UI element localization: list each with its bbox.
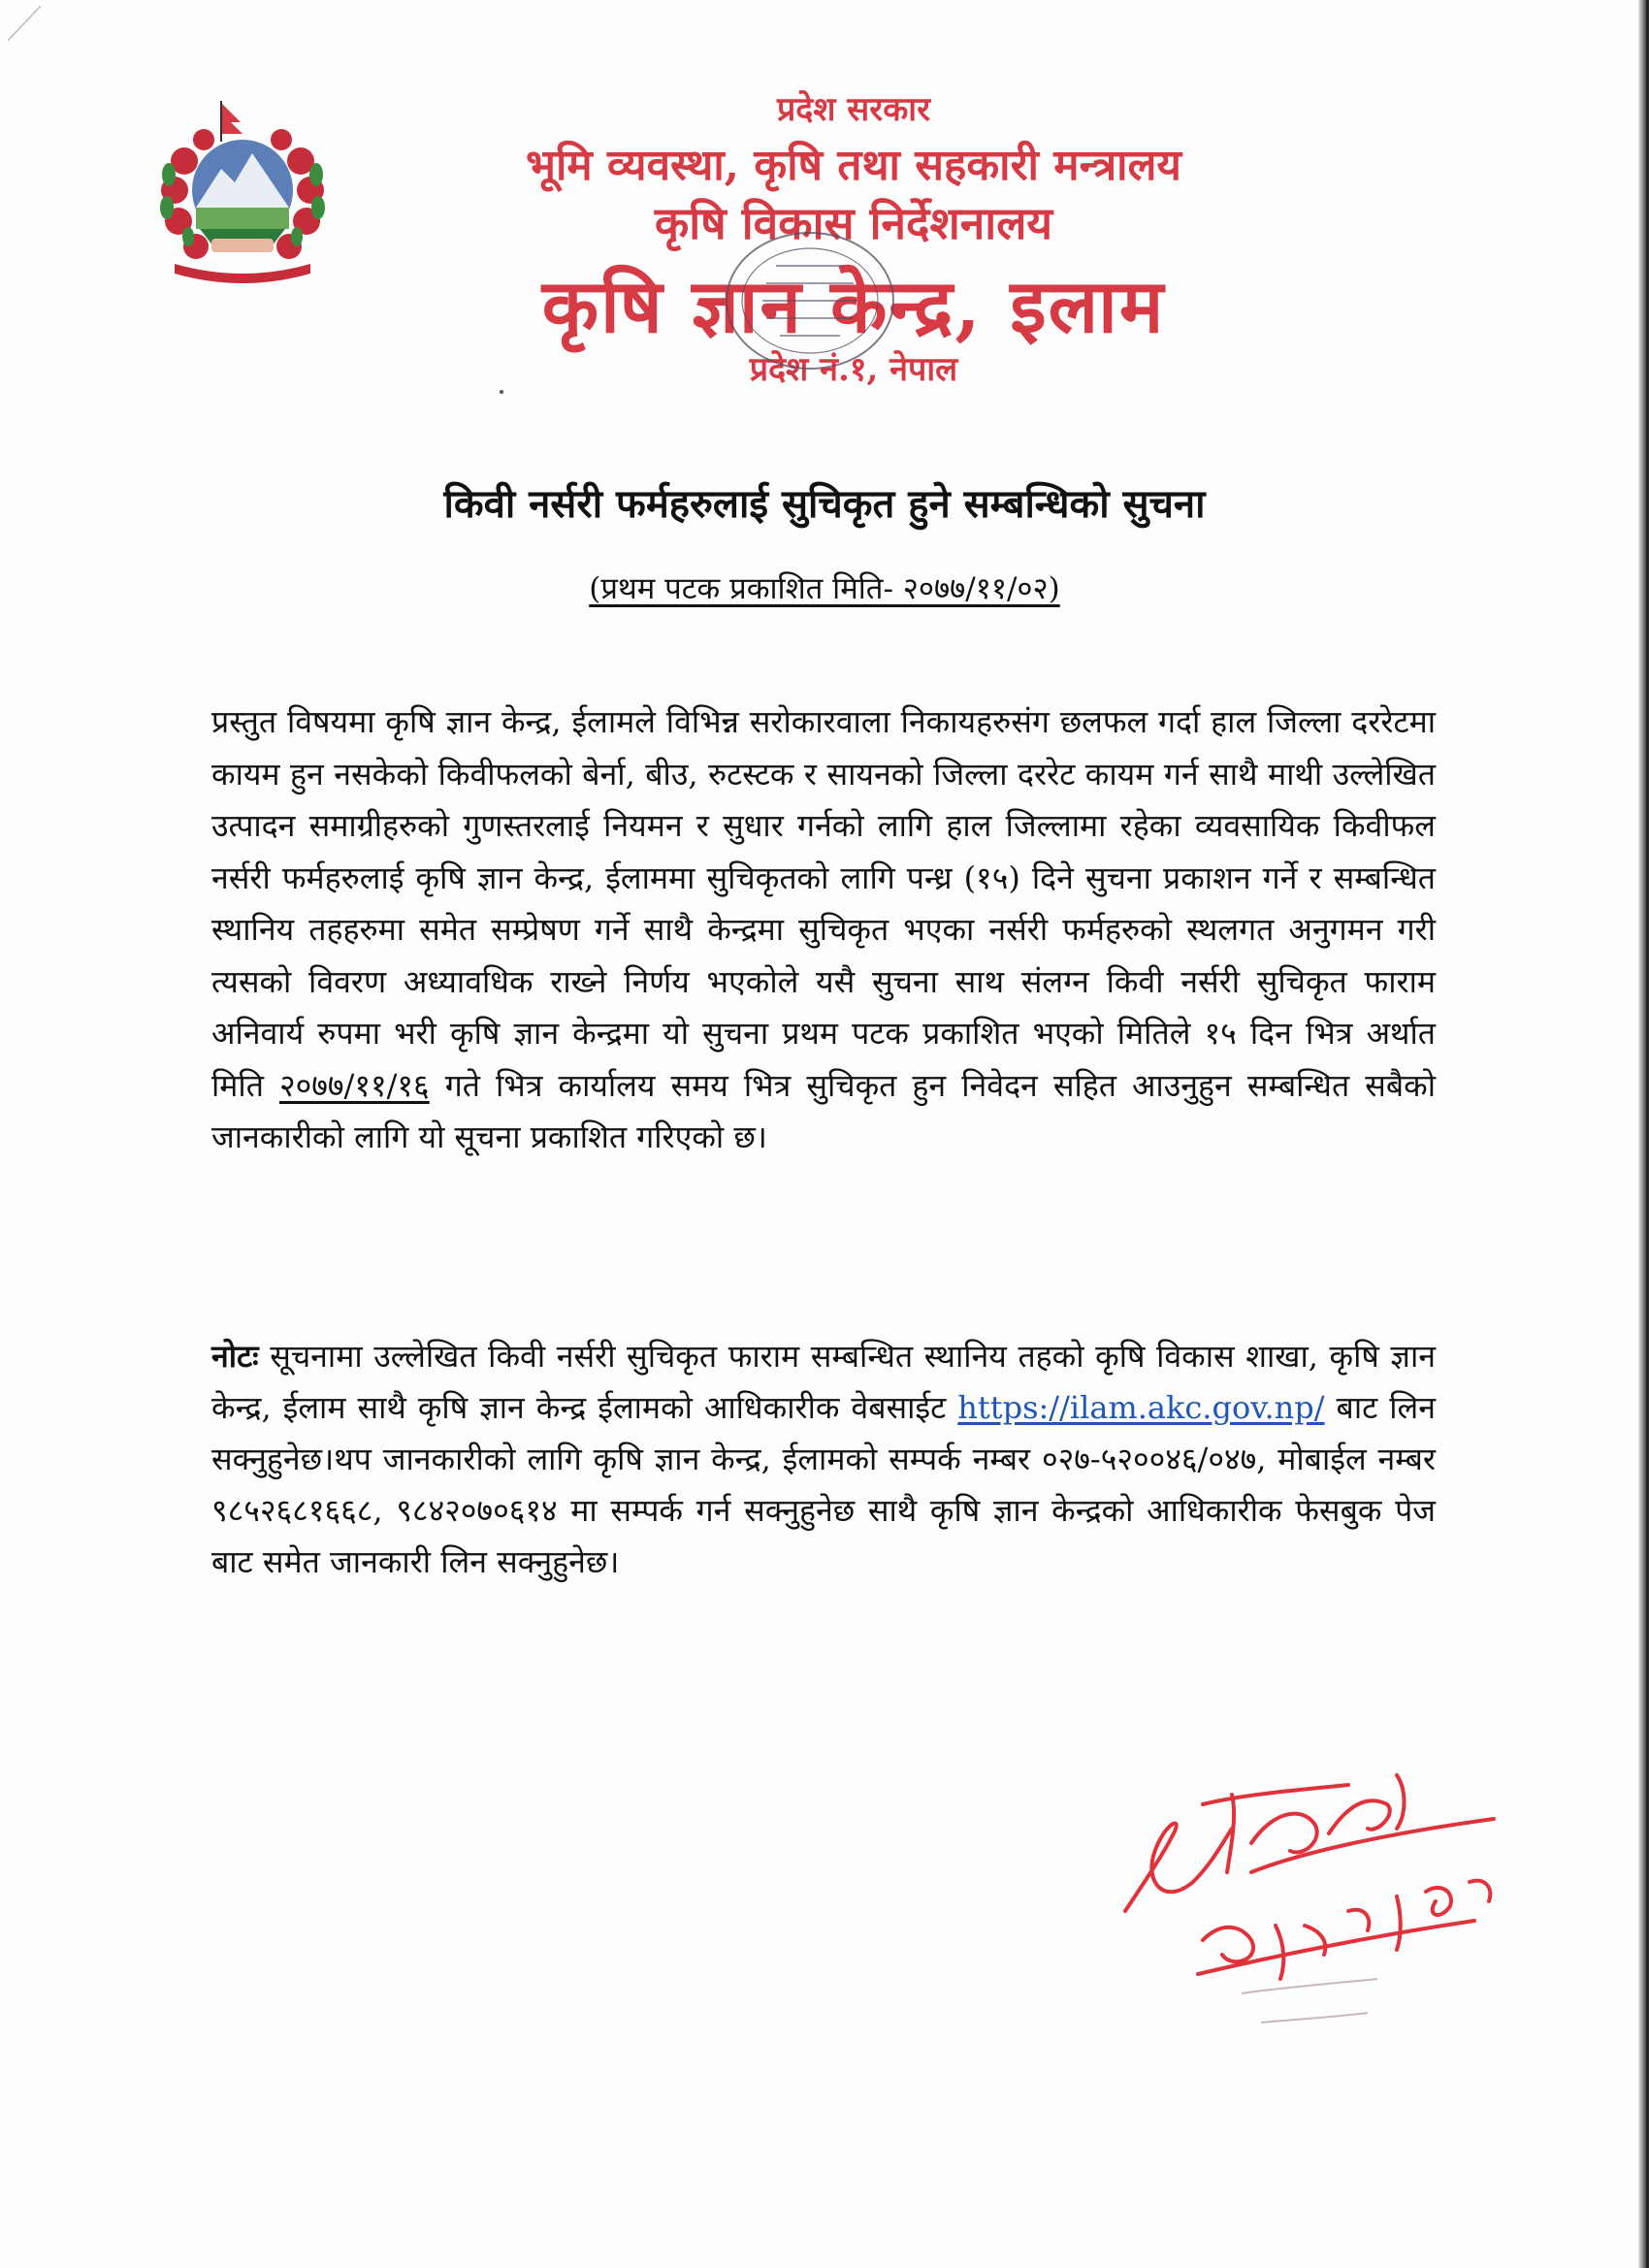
note-text: सूचनामा उल्लेखित किवी नर्सरी सुचिकृत फाराम सम्बन्धित स्थानिय तहको कृषि विकास शाखा, कृषि ज्ञान केन्द्र, ईलाम साथै कृषि ज्ञान केन्द्र ईलामको आधिकारीक वेबसाईट	[211, 1338, 1436, 1426]
note-text-end: बाट लिन सक्नुहुनेछ।थप जानकारीको लागि कृषि ज्ञान केन्द्र, ईलामको सम्पर्क नम्बर ०२७-५२००४६/०४७, मोबाईल नम्बर ९८५२६८१६६८, ९८४२०७०६१४ मा सम्पर्क गर्न सक्नुहुनेछ साथै कृषि ज्ञान केन्द्रको आधिकारीक फेसबुक पेज बाट समेत जानकारी लिन सक्नुहुनेछ।	[211, 1389, 1436, 1580]
letterhead-directorate: कृषि विकास निर्देशनालय	[654, 197, 1053, 249]
letterhead-government: प्रदेश सरकार	[776, 90, 931, 129]
letterhead-ministry: भूमि व्यवस्था, कृषि तथा सहकारी मन्त्रालय	[526, 141, 1181, 190]
notice-body	[211, 697, 1436, 1164]
office-seal-stamp	[718, 223, 902, 378]
nepal-emblem-icon	[146, 93, 340, 287]
first-published-date: (प्रथम पटक प्रकाशित मिति- २०७७/११/०२)	[589, 571, 1060, 606]
scan-edge	[1638, 0, 1646, 2268]
notice-body-text: प्रस्तुत विषयमा कृषि ज्ञान केन्द्र, ईलामले विभिन्न सरोकारवाला निकायहरुसंग छलफल गर्दा हाल जिल्ला दररेटमा कायम हुन नसकेको किवीफलको बेर्ना, बीउ, रुटस्टक र सायनको जिल्ला दररेट कायम गर्न साथै माथी उल्लेखित उत्पादन समाग्रीहरुको गुणस्तरलाई नियमन र सुधार गर्नको लागि हाल जिल्लामा रहेका व्यवसायिक किवीफल नर्सरी फर्महरुलाई कृषि ज्ञान केन्द्र, ईलाममा सुचिकृतको लागि पन्ध्र (१५) दिने सुचना प्रकाशन गर्ने र सम्बन्धित स्थानिय तहहरुमा समेत सम्प्रेषण गर्ने साथै केन्द्रमा सुचिकृत भएका नर्सरी फर्महरुको स्थलगत अनुगमन गरी त्यसको विवरण अध्यावधिक राख्ने निर्णय भएकोले यसै सुचना साथ संलग्न किवी नर्सरी सुचिकृत फाराम अनिवार्य रुपमा भरी कृषि ज्ञान केन्द्रमा यो सुचना प्रथम पटक प्रकाशित भएको मितिले १५ दिन भित्र अर्थात मिति	[211, 703, 1436, 1104]
corner-mark	[8, 4, 47, 43]
letterhead-office: कृषि ज्ञान केन्द्र, इलाम	[541, 263, 1166, 349]
notice-title: किवी नर्सरी फर्महरुलाई सुचिकृत हुने सम्बन्धिको सुचना	[443, 481, 1206, 527]
letterhead-province: प्रदेश नं.१, नेपाल	[749, 350, 958, 389]
website-link[interactable]: https://ilam.akc.gov.np/	[957, 1389, 1325, 1426]
deadline-date: २०७७/११/१६	[279, 1066, 430, 1104]
note-label: नोटः	[211, 1338, 259, 1375]
notice-body-text-end: गते भित्र कार्यालय समय भित्र सुचिकृत हुन निवेदन सहित आउनुहुन सम्बन्धित सबैको जानकारीको लागि यो सूचना प्रकाशित गरिएको छ।	[211, 1066, 1437, 1155]
handwritten-signature	[1106, 1736, 1513, 2047]
note-section	[211, 1331, 1436, 1588]
scan-dot	[500, 390, 503, 394]
notice-subtitle	[291, 567, 1358, 608]
